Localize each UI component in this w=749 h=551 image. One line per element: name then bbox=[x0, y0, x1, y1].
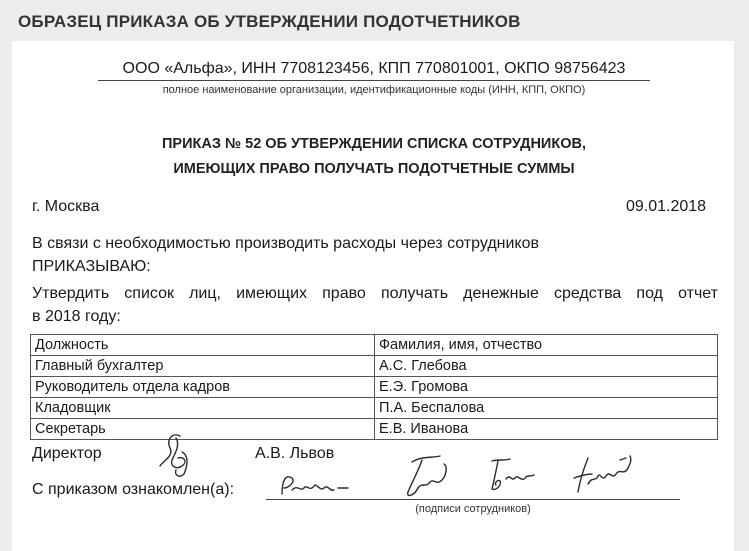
cell-full-name: П.А. Беспалова bbox=[375, 398, 718, 419]
cell-full-name: Е.В. Иванова bbox=[375, 419, 718, 440]
cell-position: Кладовщик bbox=[31, 398, 375, 419]
cell-full-name: А.С. Глебова bbox=[375, 356, 718, 377]
director-signature bbox=[150, 430, 210, 480]
cell-full-name: Е.Э. Громова bbox=[375, 377, 718, 398]
table-row bbox=[31, 356, 718, 377]
column-header-position: Должность bbox=[31, 335, 375, 356]
cell-position: Секретарь bbox=[31, 419, 375, 440]
approve-word: денежные bbox=[463, 285, 539, 302]
approve-word: право bbox=[322, 285, 366, 302]
organization-caption: полное наименование организации, идентификационные коды (ИНН, КПП, ОКПО) bbox=[162, 84, 586, 96]
order-approve-paragraph-line-2: в 2018 году: bbox=[32, 308, 121, 325]
order-title-line-1: ПРИКАЗ № 52 ОБ УТВЕРЖДЕНИИ СПИСКА СОТРУДНИКОВ, bbox=[162, 136, 586, 152]
employees-table bbox=[30, 334, 718, 440]
approve-word: лиц, bbox=[189, 285, 221, 302]
order-word: ПРИКАЗЫВАЮ: bbox=[32, 258, 151, 275]
employee-signature bbox=[566, 448, 638, 500]
acknowledged-label: С приказом ознакомлен(а): bbox=[32, 481, 235, 498]
order-reason-paragraph: В связи с необходимостью производить расходы через сотрудников bbox=[32, 235, 539, 252]
approve-word: список bbox=[124, 285, 174, 302]
order-title-line-2: ИМЕЮЩИХ ПРАВО ПОЛУЧАТЬ ПОДОТЧЕТНЫЕ СУММЫ bbox=[173, 161, 575, 177]
approve-word: средства bbox=[553, 285, 622, 302]
approve-word: Утвердить bbox=[32, 285, 110, 302]
order-approve-paragraph-line-1 bbox=[32, 285, 718, 303]
table-row bbox=[31, 377, 718, 398]
approve-word: отчет bbox=[678, 285, 718, 302]
employee-signature bbox=[398, 452, 458, 500]
order-date: 09.01.2018 bbox=[626, 198, 707, 215]
cell-position: Руководитель отдела кадров bbox=[31, 377, 375, 398]
column-header-full-name: Фамилия, имя, отчество bbox=[375, 335, 718, 356]
table-header-row bbox=[31, 335, 718, 356]
signatures-caption: (подписи сотрудников) bbox=[415, 503, 531, 515]
page-header-title: ОБРАЗЕЦ ПРИКАЗА ОБ УТВЕРЖДЕНИИ ПОДОТЧЕТНИКОВ bbox=[18, 12, 521, 31]
approve-word: под bbox=[636, 285, 663, 302]
cell-position: Главный бухгалтер bbox=[31, 356, 375, 377]
approve-word: получать bbox=[380, 285, 449, 302]
employee-signature bbox=[276, 470, 356, 500]
employee-signature bbox=[482, 455, 542, 495]
order-title bbox=[74, 132, 674, 182]
table-row bbox=[31, 398, 718, 419]
director-name: А.В. Львов bbox=[255, 445, 335, 462]
organization-name: ООО «Альфа», ИНН 7708123456, КПП 770801001, ОКПО 98756423 bbox=[98, 60, 650, 81]
order-city: г. Москва bbox=[32, 198, 100, 215]
director-label: Директор bbox=[32, 445, 102, 462]
approve-word: имеющих bbox=[236, 285, 308, 302]
table-row bbox=[31, 419, 718, 440]
